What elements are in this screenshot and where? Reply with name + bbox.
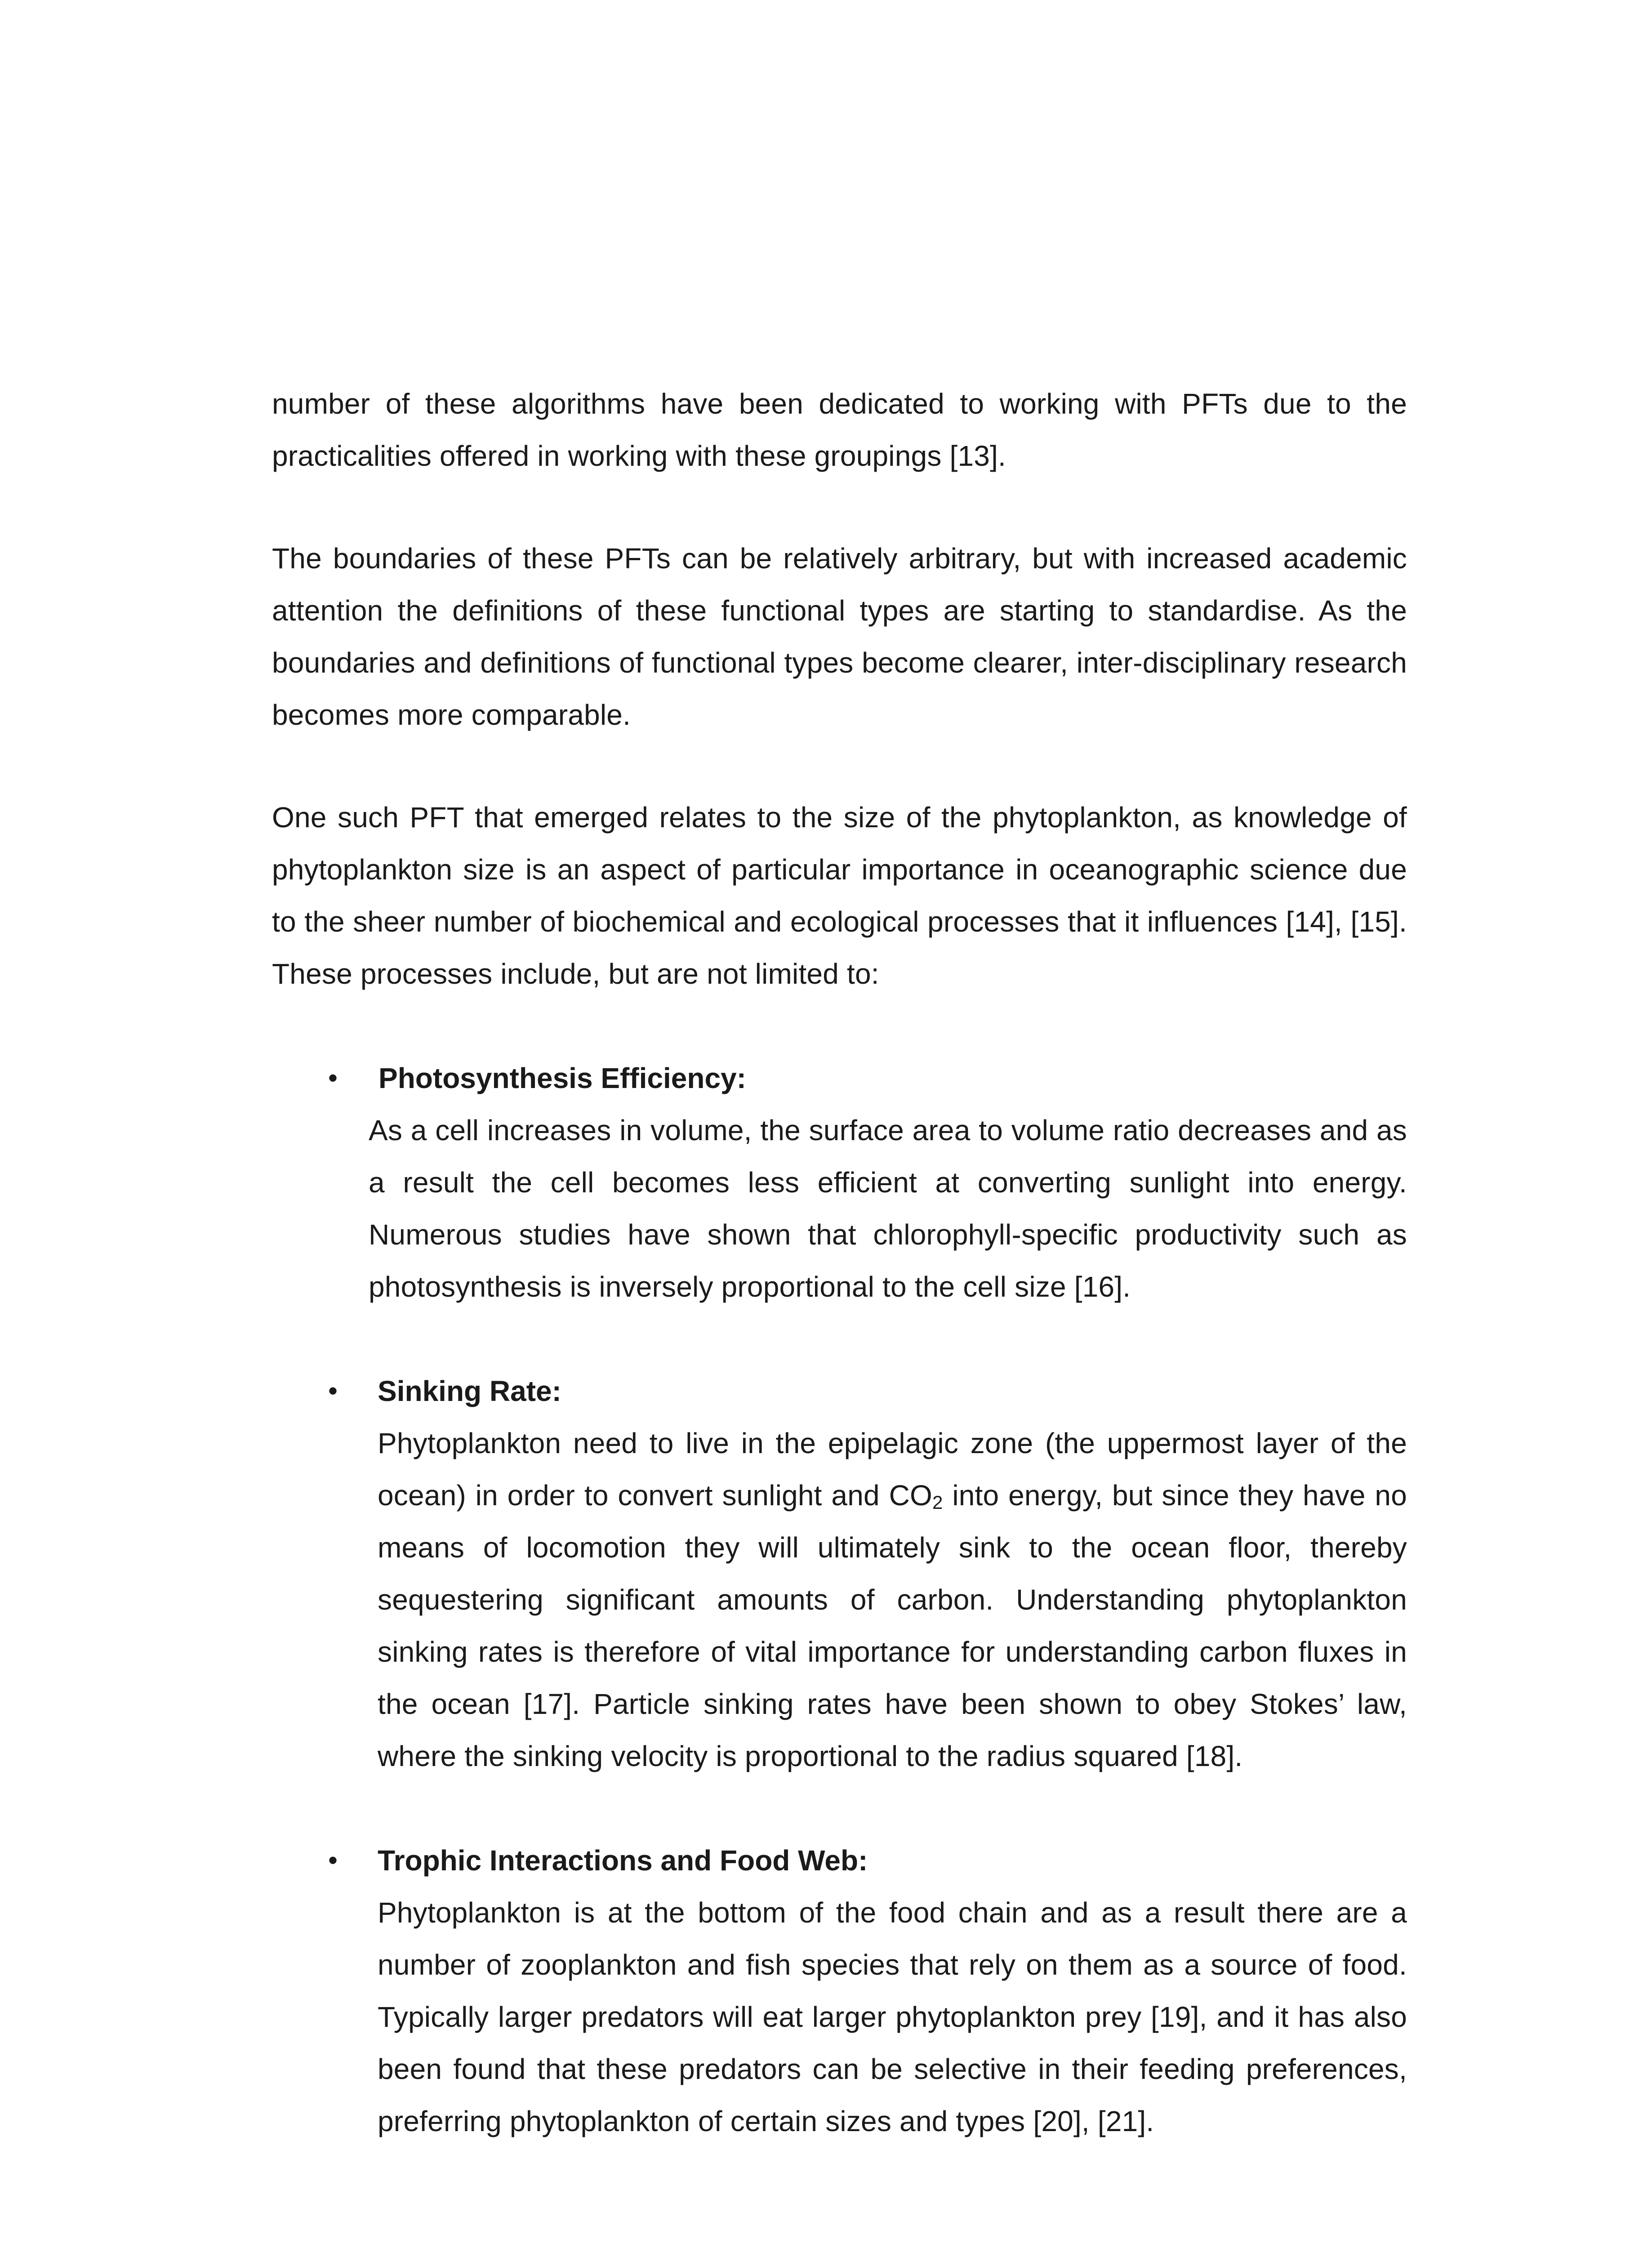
paragraph-size-pft: One such PFT that emerged relates to the size of the phytoplankton, as knowledge of phytoplankton size is an aspect of particular importance in oceanographic science due to the sheer number of biochemical and ecological processes that it influences [14], [15]. These processes include, but are not limited to: bbox=[272, 801, 1407, 990]
bullet-icon: • bbox=[328, 1845, 338, 1875]
list-item-heading: Sinking Rate: bbox=[378, 1375, 561, 1407]
paragraph-continuation: number of these algorithms have been dedicated to working with PFTs due to the practicalities offered in working with these groupings [13]. bbox=[272, 388, 1407, 472]
list-item-sinking-rate bbox=[272, 1365, 1407, 1782]
list-item-body: As a cell increases in volume, the surface area to volume ratio decreases and as a result the cell becomes less efficient at converting sunlight into energy. Numerous studies have shown that chlorophyll-specific productivity such as photosynthesis is inversely proportional to the cell size [16]. bbox=[369, 1114, 1407, 1303]
list-item-heading: Photosynthesis Efficiency: bbox=[378, 1062, 746, 1094]
list-item-photosynthesis bbox=[272, 1052, 1407, 1313]
bullet-icon: • bbox=[328, 1376, 338, 1406]
list-item-trophic bbox=[272, 1834, 1407, 2147]
document-body bbox=[272, 378, 1407, 2199]
process-list bbox=[272, 1052, 1407, 2147]
list-item-body bbox=[378, 1417, 1407, 1782]
bullet-icon: • bbox=[328, 1063, 338, 1093]
body-text-after: into energy, but since they have no means of locomotion they will ultimately sink to the ocean floor, thereby sequestering significant amounts of carbon. Understanding phytoplankton sinking rates is therefore of vital importance for understanding carbon fluxes in the ocean [17]. Particle sinking rates have been shown to obey Stokes’ law, where the sinking velocity is proportional to the radius squared [18]. bbox=[378, 1479, 1407, 1772]
paragraph-pft-boundaries: The boundaries of these PFTs can be relatively arbitrary, but with increased academic attention the definitions of these functional types are starting to standardise. As the boundaries and definitions of functional types become clearer, inter-disciplinary research becomes more comparable. bbox=[272, 542, 1407, 731]
list-item-body: Phytoplankton is at the bottom of the food chain and as a result there are a number of zooplankton and fish species that rely on them as a source of food. Typically larger predators will eat larger phytoplankton prey [19], and it has also been found that these predators can be selective in their feeding preferences, preferring phytoplankton of certain sizes and types [20], [21]. bbox=[378, 1896, 1407, 2137]
subscript-2: 2 bbox=[932, 1492, 943, 1513]
list-item-heading: Trophic Interactions and Food Web: bbox=[378, 1844, 868, 1877]
body-text-before: Phytoplankton need to live in the epipelagic zone (the uppermost layer of the ocean) in order to convert sunlight and CO bbox=[378, 1427, 1407, 1512]
